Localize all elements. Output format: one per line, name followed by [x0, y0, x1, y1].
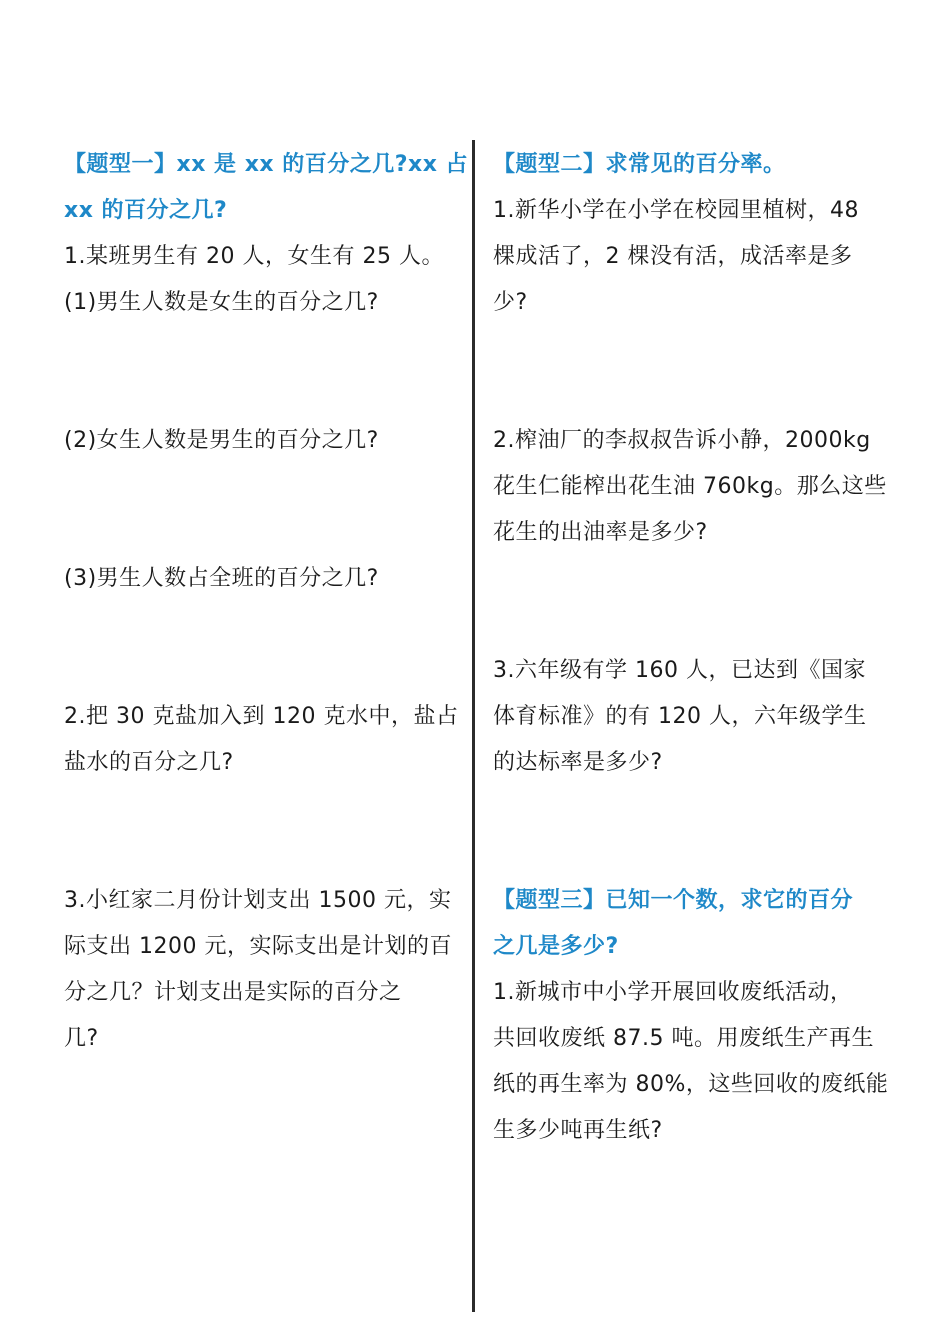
question-r3-line-1: 3.六年级有学 160 人，已达到《国家	[493, 658, 866, 683]
answer-space	[64, 510, 464, 556]
question-1-stem: 1.某班男生有 20 人，女生有 25 人。	[64, 244, 444, 269]
question-1-part-1: (1)男生人数是女生的百分之几?	[64, 290, 379, 315]
question-r2-line-2: 花生仁能榨出花生油 760kg。那么这些	[493, 474, 887, 499]
section-heading-type1-line2: xx 的百分之几?	[64, 198, 228, 223]
question-r1-line-1: 1.新华小学在小学在校园里植树，48	[493, 198, 859, 223]
question-r1-line-2: 棵成活了，2 棵没有活，成活率是多	[493, 244, 853, 269]
question-3-line-3: 分之几？计划支出是实际的百分之	[64, 980, 402, 1005]
answer-space	[493, 372, 893, 418]
answer-space	[64, 326, 464, 372]
question-r4-line-1: 1.新城市中小学开展回收废纸活动，	[493, 980, 853, 1005]
question-r4-line-2: 共回收废纸 87.5 吨。用废纸生产再生	[493, 1026, 874, 1051]
question-3-line-4: 几?	[64, 1026, 99, 1051]
answer-space	[64, 648, 464, 694]
column-divider	[472, 140, 475, 1312]
section-heading-type2: 【题型二】求常见的百分率。	[493, 152, 786, 177]
answer-space	[64, 602, 464, 648]
answer-space	[493, 326, 893, 372]
section-heading-type1-line1: 【题型一】xx 是 xx 的百分之几?xx 占	[64, 152, 469, 177]
question-r4-line-4: 生多少吨再生纸?	[493, 1118, 663, 1143]
answer-space	[493, 556, 893, 602]
answer-space	[64, 372, 464, 418]
question-r3-line-2: 体育标准》的有 120 人，六年级学生	[493, 704, 867, 729]
question-3-line-2: 际支出 1200 元，实际支出是计划的百	[64, 934, 452, 959]
question-r4-line-3: 纸的再生率为 80%，这些回收的废纸能	[493, 1072, 889, 1097]
answer-space	[64, 464, 464, 510]
answer-space	[64, 832, 464, 878]
question-r2-line-1: 2.榨油厂的李叔叔告诉小静，2000kg	[493, 428, 871, 453]
answer-space	[493, 786, 893, 832]
question-r1-line-3: 少?	[493, 290, 528, 315]
section-heading-type3-line2: 之几是多少?	[493, 934, 619, 959]
answer-space	[64, 786, 464, 832]
left-column	[64, 142, 469, 1062]
right-column	[493, 142, 893, 1154]
question-r2-line-3: 花生的出油率是多少?	[493, 520, 708, 545]
question-1-part-3: (3)男生人数占全班的百分之几?	[64, 566, 379, 591]
question-1-part-2: (2)女生人数是男生的百分之几?	[64, 428, 379, 453]
question-2-line-2: 盐水的百分之几?	[64, 750, 234, 775]
question-3-line-1: 3.小红家二月份计划支出 1500 元，实	[64, 888, 452, 913]
answer-space	[493, 832, 893, 878]
question-2-line-1: 2.把 30 克盐加入到 120 克水中，盐占	[64, 704, 459, 729]
answer-space	[493, 602, 893, 648]
question-r3-line-3: 的达标率是多少?	[493, 750, 663, 775]
section-heading-type3-line1: 【题型三】已知一个数，求它的百分	[493, 888, 854, 913]
